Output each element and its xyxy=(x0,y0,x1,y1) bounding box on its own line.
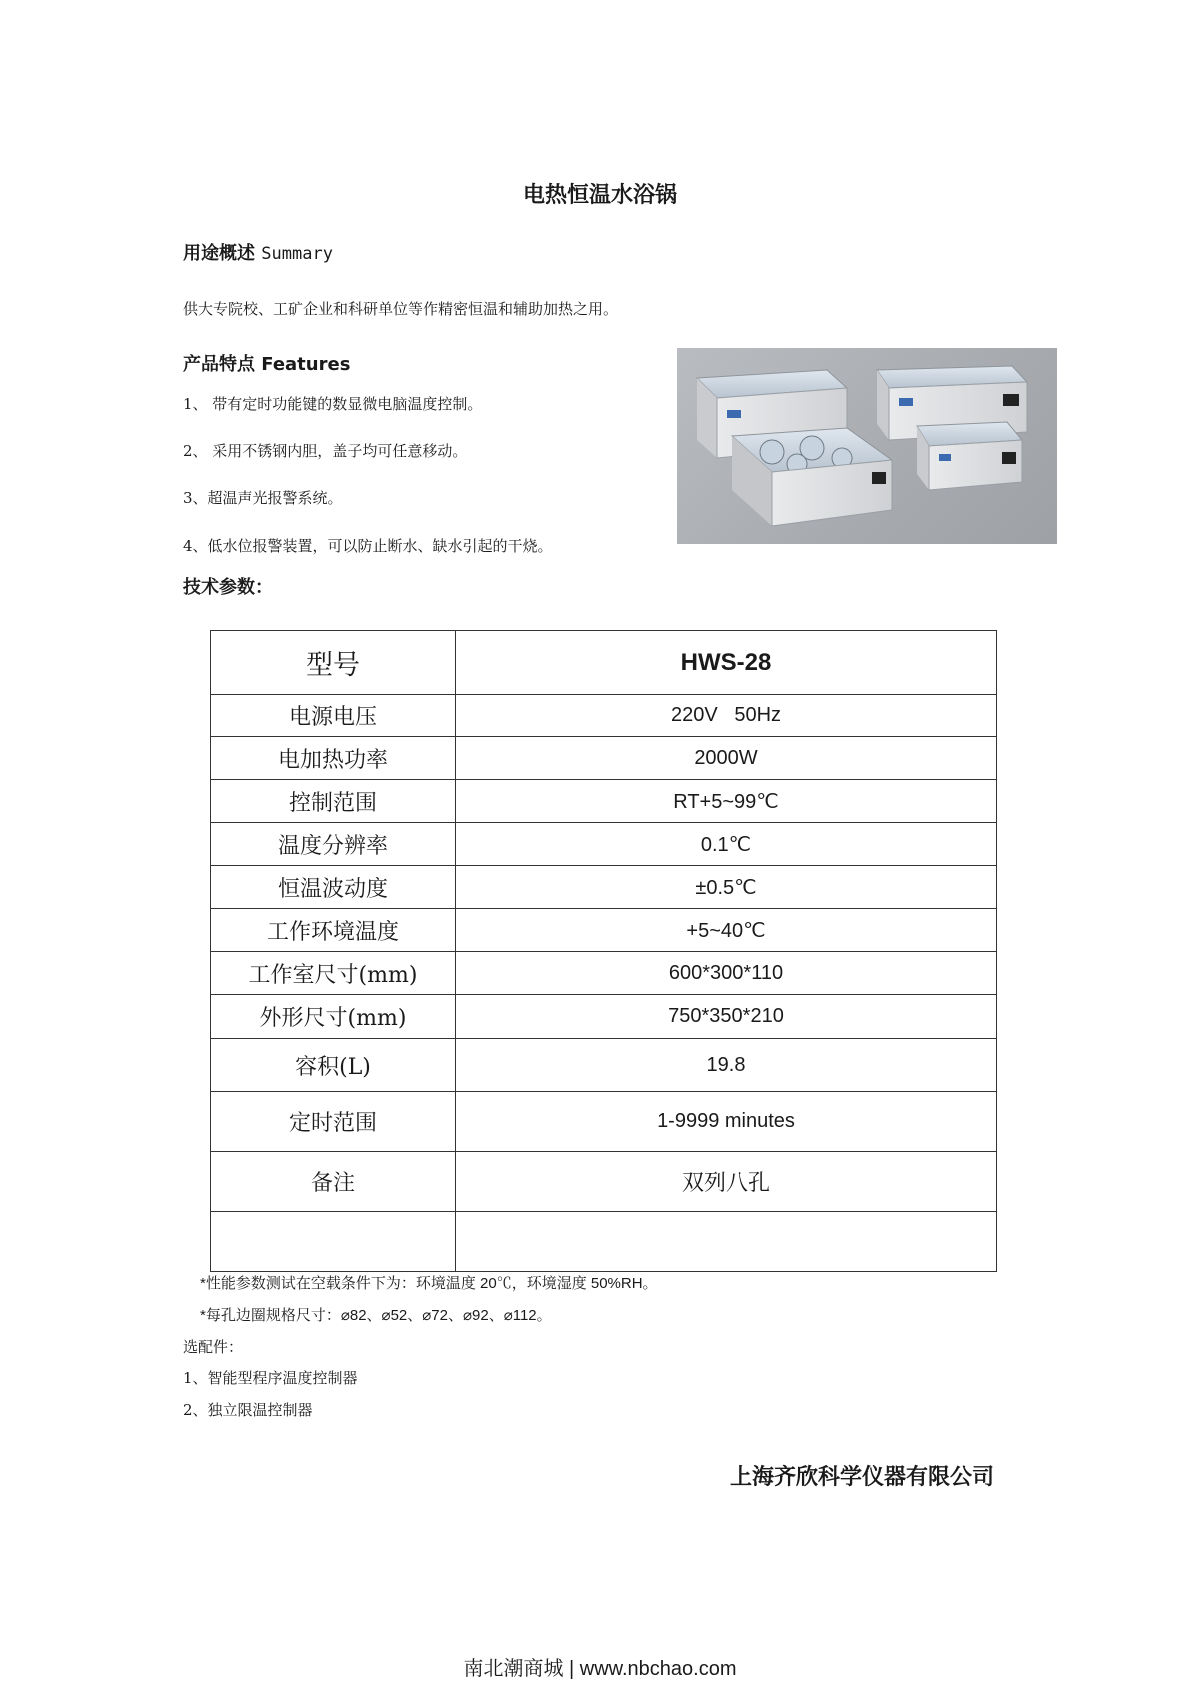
summary-heading-en: Summary xyxy=(261,244,333,264)
table-row xyxy=(211,866,997,909)
spec-value: 600*300*110 xyxy=(456,952,997,995)
table-row xyxy=(211,995,997,1039)
spec-value: 220V 50Hz xyxy=(456,695,997,737)
spec-label: 外形尺寸(mm) xyxy=(211,995,456,1039)
table-row xyxy=(211,737,997,780)
spec-label: 定时范围 xyxy=(211,1092,456,1152)
footnote: *性能参数测试在空载条件下为：环境温度 20℃，环境湿度 50%RH。 xyxy=(200,1275,658,1292)
spec-label: 容积(L) xyxy=(211,1039,456,1092)
features-heading: 产品特点 Features xyxy=(183,354,351,375)
spec-label xyxy=(211,1212,456,1272)
spec-value: RT+5~99℃ xyxy=(456,780,997,823)
table-row xyxy=(211,1092,997,1152)
spec-label: 电源电压 xyxy=(211,695,456,737)
table-row xyxy=(211,909,997,952)
tech-params-heading: 技术参数： xyxy=(183,577,273,598)
spec-label: 工作室尺寸(mm) xyxy=(211,952,456,995)
spec-value: 0.1℃ xyxy=(456,823,997,866)
specs-table xyxy=(210,630,997,1272)
spec-value: 19.8 xyxy=(456,1039,997,1092)
spec-label: 工作环境温度 xyxy=(211,909,456,952)
company-name: 上海齐欣科学仪器有限公司 xyxy=(730,1465,995,1490)
accessories-heading: 选配件： xyxy=(183,1338,244,1356)
summary-text: 供大专院校、工矿企业和科研单位等作精密恒温和辅助加热之用。 xyxy=(183,300,619,318)
feature-item: 3、超温声光报警系统。 xyxy=(183,489,343,507)
spec-value: 1-9999 minutes xyxy=(456,1092,997,1152)
water-bath-illustration xyxy=(677,348,1057,544)
spec-label: 温度分辨率 xyxy=(211,823,456,866)
feature-item: 1、 带有定时功能键的数显微电脑温度控制。 xyxy=(183,395,483,413)
spec-label: 恒温波动度 xyxy=(211,866,456,909)
accessory-item: 1、智能型程序温度控制器 xyxy=(183,1369,358,1387)
product-photo xyxy=(677,348,1057,544)
table-row xyxy=(211,823,997,866)
spec-value: 2000W xyxy=(456,737,997,780)
feature-item: 4、低水位报警装置，可以防止断水、缺水引起的干烧。 xyxy=(183,537,553,555)
table-row xyxy=(211,1039,997,1092)
spec-value: ±0.5℃ xyxy=(456,866,997,909)
accessory-item: 2、独立限温控制器 xyxy=(183,1401,313,1419)
spec-value: 750*350*210 xyxy=(456,995,997,1039)
spec-value xyxy=(456,1212,997,1272)
footer-text: 南北潮商城 | www.nbchao.com xyxy=(463,1658,737,1680)
spec-label: 控制范围 xyxy=(211,780,456,823)
table-row xyxy=(211,952,997,995)
footnote: *每孔边圈规格尺寸：⌀82、⌀52、⌀72、⌀92、⌀112。 xyxy=(200,1307,552,1324)
spec-value: 双列八孔 xyxy=(456,1152,997,1212)
table-row xyxy=(211,1152,997,1212)
summary-heading xyxy=(183,239,333,265)
table-row xyxy=(211,695,997,737)
table-row xyxy=(211,780,997,823)
spec-label: 电加热功率 xyxy=(211,737,456,780)
model-label: 型号 xyxy=(211,631,456,695)
spec-value: +5~40℃ xyxy=(456,909,997,952)
model-value: HWS-28 xyxy=(456,631,997,695)
table-header-row xyxy=(211,631,997,695)
table-row xyxy=(211,1212,997,1272)
spec-label: 备注 xyxy=(211,1152,456,1212)
feature-item: 2、 采用不锈钢内胆，盖子均可任意移动。 xyxy=(183,442,468,460)
summary-heading-cn: 用途概述 xyxy=(183,243,255,264)
page-title: 电热恒温水浴锅 xyxy=(522,183,677,208)
